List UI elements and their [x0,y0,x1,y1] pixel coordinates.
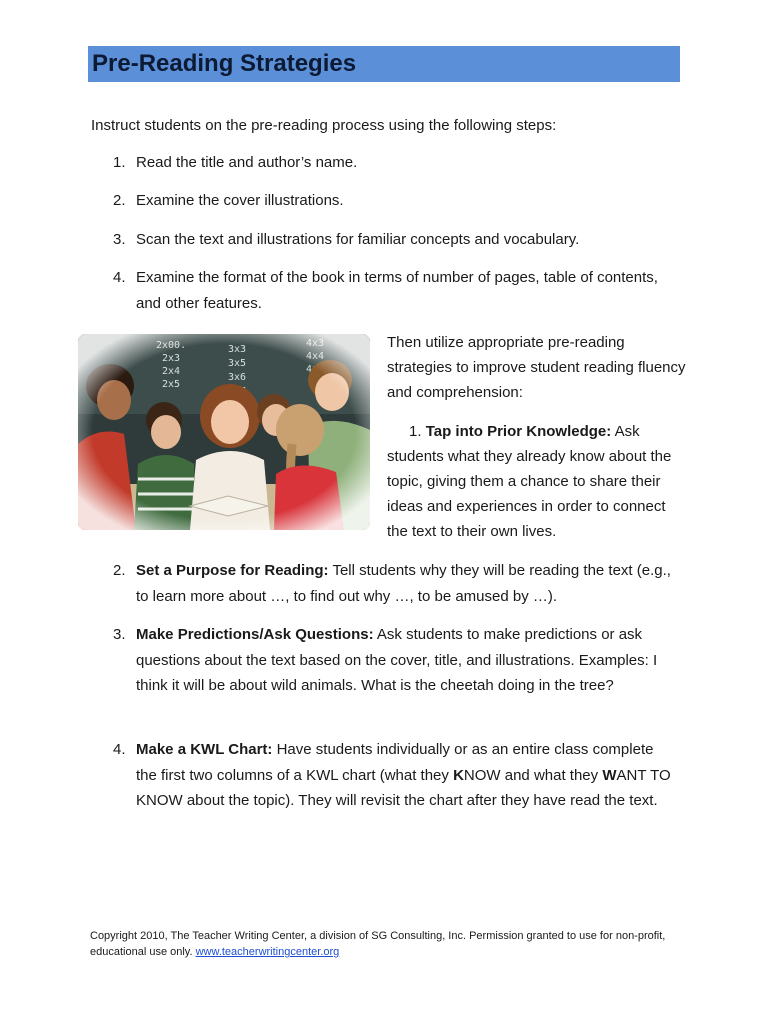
strategy-item [387,419,682,544]
strategy-text: Ask students to make predictions or ask questions about the text based on the cover, title, and illustrations. Examples: I think it will be about wild animals. What is the cheetah doing in the tree? [136,626,658,694]
step-item [113,188,673,214]
strategy-text: NOW and what they [463,766,603,784]
step-number: 1. [113,154,126,171]
strategy-text: Tell students why they will be reading the text (e.g., to learn more about …, to find out why …, to be amused by …). [136,562,671,605]
strategy-body [136,737,673,814]
strategy-text: Ask students what they already know about the topic, giving them a chance to share their ideas and experiences in order to connect the text to their own lives. [387,423,672,540]
strategy-number: 3. [113,626,126,643]
copyright-footer [90,928,680,960]
strategy-body [136,558,673,609]
strategy-item [113,737,673,814]
strategy-label: Set a Purpose for Reading: [136,562,329,579]
strategy-number: 1. [409,423,422,440]
website-link[interactable]: www.teacherwritingcenter.org [195,946,340,958]
step-text: Scan the text and illustrations for familiar concepts and vocabulary. [136,231,580,248]
strategy-body [136,622,673,699]
strategy-number: 4. [113,741,126,758]
classroom-photo-illustration [78,334,370,530]
copyright-text: Copyright 2010, The Teacher Writing Center, a division of SG Consulting, Inc. Permission granted to use for non-profit, educational use only. [90,930,666,958]
step-item [113,227,673,253]
title-bar [88,46,680,82]
strategy-text: Have students individually or as an entire class complete the first two columns of a KWL chart (what they [136,741,654,784]
intro-text: Instruct students on the pre-reading process using the following steps: [91,117,557,134]
step-text: Examine the cover illustrations. [136,192,344,209]
step-item [113,150,673,176]
step-item [113,265,658,317]
strategy-text: ANT TO KNOW about the topic). They will revisit the chart after they have read the text. [136,766,671,809]
strategy-label: Make Predictions/Ask Questions: [136,626,374,643]
kwl-k-letter: K [453,766,464,784]
page-title: Pre-Reading Strategies [92,50,357,77]
step-number: 4. [113,269,126,286]
step-text: Read the title and author’s name. [136,154,358,171]
step-number: 3. [113,231,126,248]
step-number: 2. [113,192,126,209]
strategy-number: 2. [113,562,126,579]
then-text: Then utilize appropriate pre-reading strategies to improve student reading fluency and comprehension: [387,334,686,401]
classroom-photo [78,334,370,530]
strategy-item [113,558,673,609]
kwl-w-letter: W [602,766,617,784]
strategy-label: Make a KWL Chart: [136,741,273,758]
step-text: Examine the format of the book in terms of number of pages, table of contents, and other features. [136,269,658,312]
strategy-label: Tap into Prior Knowledge: [425,423,612,440]
strategy-item [113,622,673,699]
